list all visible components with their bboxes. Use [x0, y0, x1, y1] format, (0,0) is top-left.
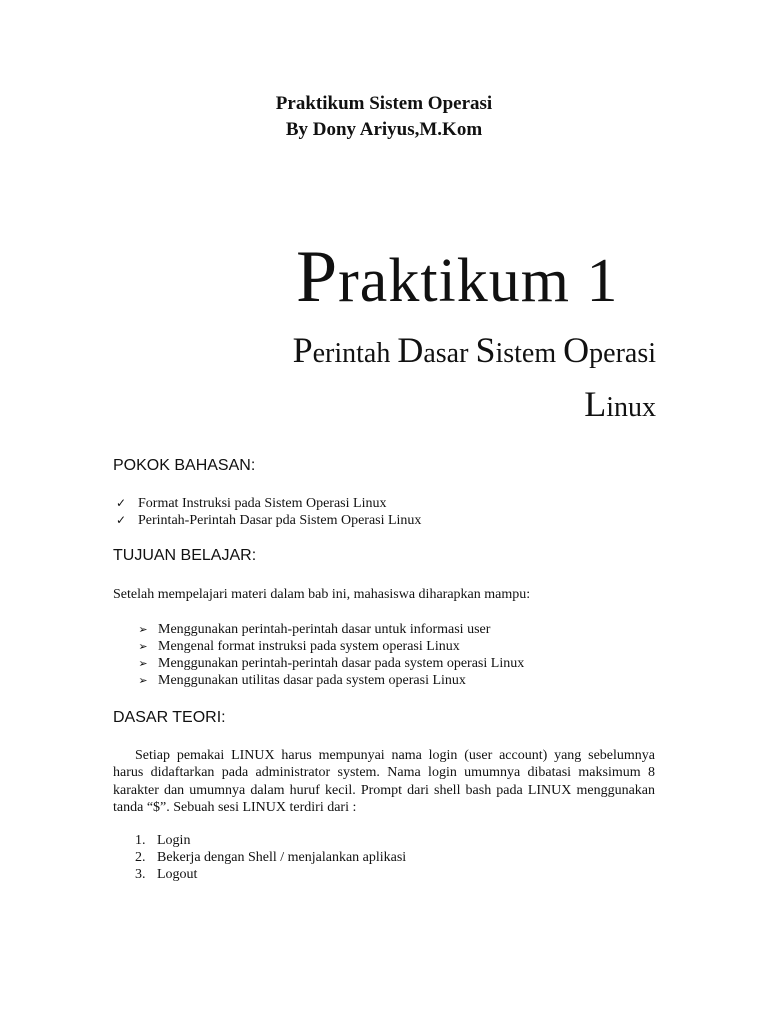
- check-mark-icon: ✓: [115, 513, 127, 527]
- list-item-text: Menggunakan utilitas dasar pada system operasi Linux: [158, 673, 466, 688]
- arrowhead-icon: ➢: [138, 623, 148, 636]
- dasar-teori-heading: DASAR TEORI:: [113, 709, 226, 726]
- list-item: [113, 495, 421, 512]
- chapter-subtitle-line-2: [584, 386, 656, 422]
- chapter-title-initial: P: [296, 236, 339, 318]
- arrowhead-icon: ➢: [138, 640, 148, 653]
- list-item: [135, 832, 406, 849]
- tujuan-belajar-intro: Setelah mempelajari materi dalam bab ini, mahasiswa diharapkan mampu:: [113, 587, 531, 602]
- subtitle-word-rest: asar: [423, 338, 476, 369]
- chapter-subtitle-line-1: [293, 332, 656, 368]
- list-item: [135, 655, 524, 672]
- tujuan-belajar-heading: TUJUAN BELAJAR:: [113, 547, 257, 564]
- subtitle-word-initial: P: [292, 330, 313, 370]
- arrowhead-icon: ➢: [138, 674, 148, 687]
- list-item: [135, 849, 406, 866]
- list-item-number: 2.: [135, 850, 146, 865]
- list-item-text: Menggunakan perintah-perintah dasar pada system operasi Linux: [158, 656, 525, 671]
- list-item: [135, 621, 524, 638]
- tujuan-belajar-list: [135, 621, 524, 689]
- chapter-title: [296, 236, 619, 318]
- list-item: [135, 866, 406, 883]
- list-item-text: Logout: [157, 867, 198, 882]
- course-title: Praktikum Sistem Operasi: [275, 93, 493, 114]
- author-line: By Dony Ariyus,M.Kom: [285, 119, 483, 140]
- list-item-text: Bekerja dengan Shell / menjalankan aplikasi: [157, 850, 407, 865]
- list-item-text: Format Instruksi pada Sistem Operasi Linux: [138, 496, 387, 511]
- subtitle-word-initial: O: [563, 330, 590, 370]
- list-item: [113, 512, 421, 529]
- subtitle-word-rest: istem: [495, 338, 564, 369]
- chapter-title-rest: raktikum 1: [338, 247, 619, 315]
- session-steps-list: [135, 832, 406, 883]
- list-item-text: Mengenal format instruksi pada system operasi Linux: [158, 639, 460, 654]
- subtitle-word-rest: inux: [606, 392, 656, 423]
- list-item: [135, 638, 524, 655]
- pokok-bahasan-list: [113, 495, 421, 529]
- subtitle-word-initial: S: [475, 330, 496, 370]
- arrowhead-icon: ➢: [138, 657, 148, 670]
- pokok-bahasan-heading: POKOK BAHASAN:: [113, 457, 256, 474]
- subtitle-word-rest: erintah: [312, 338, 398, 369]
- list-item-text: Login: [157, 833, 191, 848]
- list-item: [135, 672, 524, 689]
- list-item-text: Menggunakan perintah-perintah dasar untuk informasi user: [158, 622, 491, 637]
- check-mark-icon: ✓: [115, 496, 127, 510]
- subtitle-word-initial: D: [397, 330, 424, 370]
- subtitle-word-rest: perasi: [589, 338, 656, 369]
- list-item-text: Perintah-Perintah Dasar pda Sistem Operasi Linux: [138, 513, 422, 528]
- dasar-teori-paragraph: Setiap pemakai LINUX harus mempunyai nama login (user account) yang sebelumnya harus didaftarkan pada administrator system. Nama login umumnya dibatasi maksimum 8 karakter dan umumnya dalam huruf kecil. Prompt dari shell bash pada LINUX menggunakan tanda “$”. Sebuah sesi LINUX terdiri dari :: [113, 748, 655, 815]
- subtitle-word-initial: L: [584, 384, 607, 424]
- list-item-number: 1.: [135, 833, 146, 848]
- list-item-number: 3.: [135, 867, 146, 882]
